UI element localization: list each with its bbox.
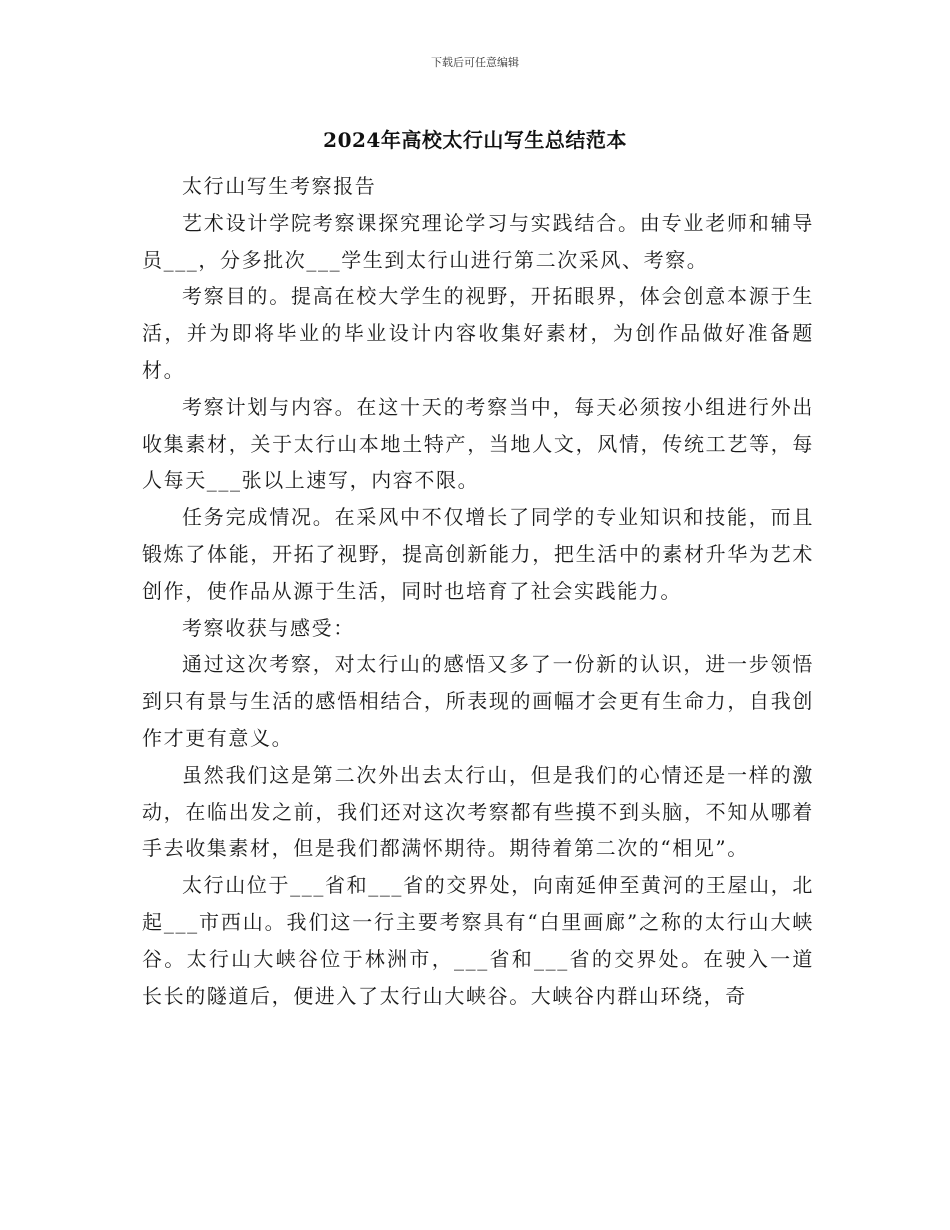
paragraph-feelings: 虽然我们这是第二次外出去太行山，但是我们的心情还是一样的激动，在临出发之前，我们还对这次考察都有些摸不到头脑，不知从哪着手去收集素材，但是我们都满怀期待。期待着第二次的“相见”。	[142, 762, 814, 861]
header-note: 下载后可任意编辑	[431, 56, 519, 69]
document-title: 2024年高校太行山写生总结范本	[323, 128, 627, 152]
paragraph-harvest-heading: 考察收获与感受：	[182, 615, 355, 640]
document-body	[142, 168, 814, 1014]
paragraph-intro: 艺术设计学院考察课探究理论学习与实践结合。由专业老师和辅导员___，分多批次___学生到太行山进行第二次采风、考察。	[142, 210, 814, 272]
paragraph-location: 太行山位于___省和___省的交界处，向南延伸至黄河的王屋山，北起___市西山。我们这一行主要考察具有“白里画廊”之称的太行山大峡谷。太行山大峡谷位于林洲市，___省和___省的交界处。在驶入一道长长的隧道后，便进入了太行山大峡谷。大峡谷内群山环绕，奇	[142, 873, 814, 1008]
paragraph-purpose: 考察目的。提高在校大学生的视野，开拓眼界，体会创意本源于生活，并为即将毕业的毕业设计内容收集好素材，为创作品做好准备题材。	[142, 284, 814, 382]
paragraph-report-heading: 太行山写生考察报告	[182, 174, 377, 198]
paragraph-insight: 通过这次考察，对太行山的感悟又多了一份新的认识，进一步领悟到只有景与生活的感悟相结合，所表现的画幅才会更有生命力，自我创作才更有意义。	[142, 652, 814, 750]
paragraph-plan: 考察计划与内容。在这十天的考察当中，每天必须按小组进行外出收集素材，关于太行山本地土特产，当地人文，风情，传统工艺等，每人每天___张以上速写，内容不限。	[142, 394, 814, 493]
paragraph-completion: 任务完成情况。在采风中不仅增长了同学的专业知识和技能，而且锻炼了体能，开拓了视野，提高创新能力，把生活中的素材升华为艺术创作，使作品从源于生活，同时也培育了社会实践能力。	[142, 505, 814, 603]
